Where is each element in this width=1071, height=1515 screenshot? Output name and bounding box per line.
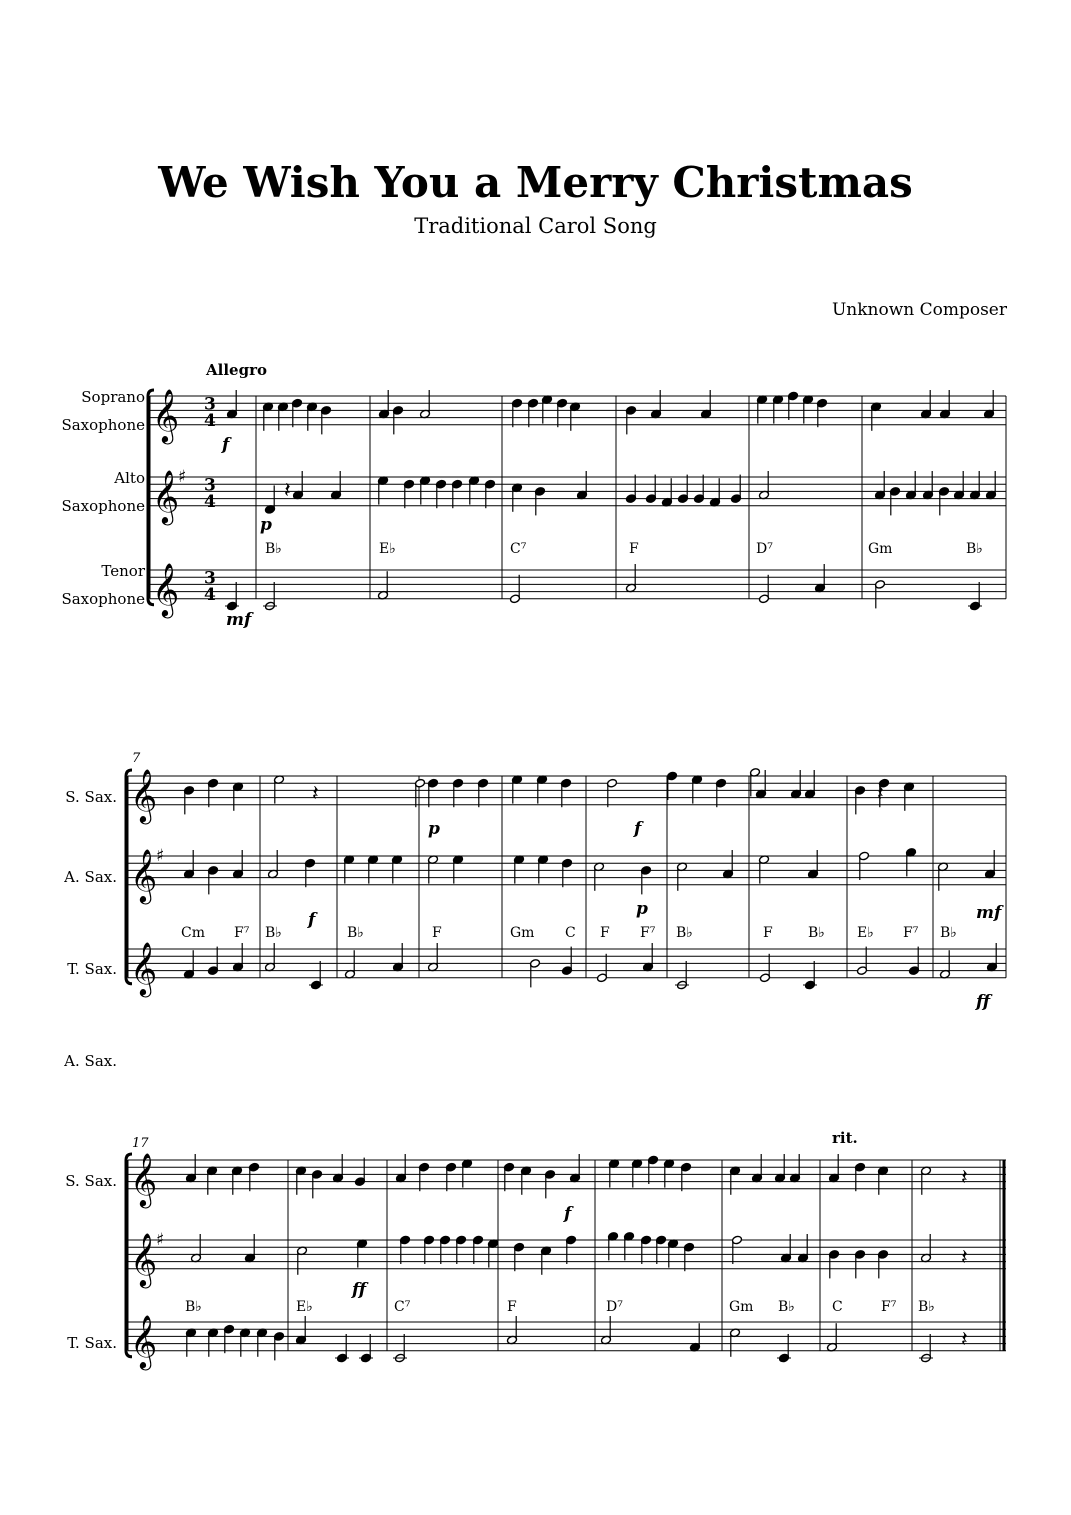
- dynamic-marking: f: [634, 819, 642, 839]
- chord-symbol: E♭: [296, 1299, 313, 1315]
- time-signature-denominator: 4: [204, 584, 216, 605]
- chord-symbol: F: [629, 541, 639, 557]
- dynamic-marking: p: [428, 819, 440, 839]
- chord-symbol: F⁷: [903, 925, 919, 941]
- chord-symbol: B♭: [347, 925, 364, 941]
- treble-clef: 𝄞: [130, 767, 158, 822]
- composer-credit: Unknown Composer: [831, 300, 1007, 320]
- chord-symbol: Gm: [868, 541, 893, 557]
- treble-clef: 𝄞: [152, 468, 180, 523]
- chord-symbol: B♭: [265, 925, 282, 941]
- ritardando-marking: rit.: [832, 1129, 858, 1147]
- chord-symbol: F⁷: [640, 925, 656, 941]
- chord-symbol: B♭: [966, 541, 983, 557]
- quarter-rest: 𝄽: [961, 1245, 968, 1271]
- dynamic-marking: f: [564, 1204, 572, 1224]
- quarter-rest: 𝄽: [961, 1327, 968, 1353]
- chord-symbol: C: [565, 925, 576, 941]
- time-signature-numerator: 3: [204, 568, 216, 589]
- dynamic-marking: ff: [352, 1280, 367, 1300]
- key-signature-sharp: ♯: [156, 1230, 165, 1250]
- instrument-label: S. Sax.: [65, 1172, 117, 1190]
- instrument-label: Saxophone: [61, 590, 145, 608]
- instrument-label: T. Sax.: [67, 960, 117, 978]
- score-subtitle: Traditional Carol Song: [414, 214, 657, 238]
- treble-clef: 𝄞: [152, 387, 180, 442]
- instrument-label: Saxophone: [61, 416, 145, 434]
- dynamic-marking: p: [260, 515, 272, 535]
- treble-clef: 𝄞: [130, 847, 158, 902]
- quarter-rest: 𝄽: [877, 781, 884, 807]
- chord-symbol: Gm: [729, 1299, 754, 1315]
- chord-symbol: B♭: [676, 925, 693, 941]
- score-title: We Wish You a Merry Christmas: [158, 158, 913, 207]
- instrument-label: A. Sax.: [64, 868, 117, 886]
- instrument-label: Soprano: [81, 388, 145, 406]
- time-signature-denominator: 4: [204, 491, 216, 512]
- chord-symbol: E♭: [379, 541, 396, 557]
- key-signature-sharp: ♯: [178, 467, 187, 487]
- chord-symbol: C: [832, 1299, 843, 1315]
- chord-symbol: C⁷: [510, 541, 527, 557]
- dynamic-marking: mf: [226, 610, 252, 630]
- chord-symbol: F: [600, 925, 610, 941]
- chord-symbol: F: [763, 925, 773, 941]
- treble-clef: 𝄞: [130, 1231, 158, 1286]
- dynamic-marking: f: [222, 435, 230, 455]
- instrument-label: S. Sax.: [65, 788, 117, 806]
- instrument-label: Tenor: [101, 562, 145, 580]
- measure-number: 17: [132, 1136, 149, 1151]
- dynamic-marking: f: [308, 910, 316, 930]
- chord-symbol: D⁷: [606, 1299, 623, 1315]
- tempo-marking: Allegro: [206, 361, 267, 379]
- instrument-label: Alto: [114, 469, 145, 487]
- chord-symbol: B♭: [265, 541, 282, 557]
- treble-clef: 𝄞: [130, 1151, 158, 1206]
- chord-symbol: B♭: [185, 1299, 202, 1315]
- chord-symbol: D⁷: [756, 541, 773, 557]
- instrument-label: A. Sax.: [64, 1052, 117, 1070]
- dynamic-marking: ff: [976, 992, 991, 1012]
- instrument-label: Saxophone: [61, 497, 145, 515]
- dynamic-marking: p: [636, 899, 648, 919]
- chord-symbol: F⁷: [234, 925, 250, 941]
- chord-symbol: B♭: [918, 1299, 935, 1315]
- quarter-rest: 𝄽: [284, 478, 291, 504]
- treble-clef: 𝄞: [130, 940, 158, 995]
- chord-symbol: B♭: [778, 1299, 795, 1315]
- instrument-label: T. Sax.: [67, 1334, 117, 1352]
- chord-symbol: Cm: [181, 925, 205, 941]
- quarter-rest: 𝄽: [961, 1165, 968, 1191]
- treble-clef: 𝄞: [130, 1313, 158, 1368]
- chord-symbol: F: [507, 1299, 517, 1315]
- chord-symbol: F⁷: [881, 1299, 897, 1315]
- time-signature-numerator: 3: [204, 394, 216, 415]
- chord-symbol: F: [432, 925, 442, 941]
- key-signature-sharp: ♯: [156, 846, 165, 866]
- chord-symbol: Gm: [510, 925, 535, 941]
- chord-symbol: E♭: [857, 925, 874, 941]
- chord-symbol: B♭: [808, 925, 825, 941]
- treble-clef: 𝄞: [152, 561, 180, 616]
- chord-symbol: C⁷: [394, 1299, 411, 1315]
- chord-symbol: B♭: [940, 925, 957, 941]
- time-signature-denominator: 4: [204, 410, 216, 431]
- dynamic-marking: mf: [976, 903, 1002, 923]
- quarter-rest: 𝄽: [312, 781, 319, 807]
- measure-number: 7: [132, 751, 141, 766]
- time-signature-numerator: 3: [204, 475, 216, 496]
